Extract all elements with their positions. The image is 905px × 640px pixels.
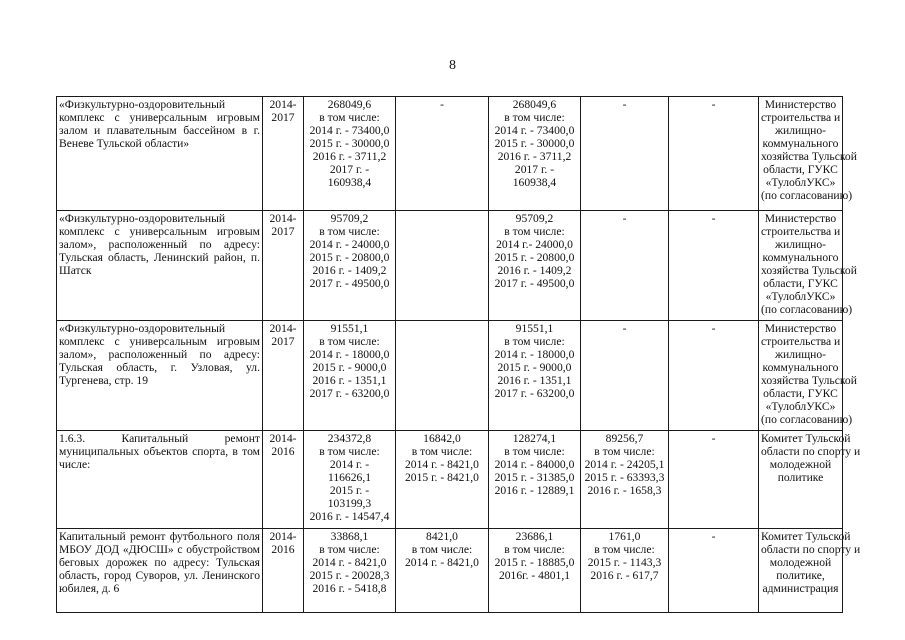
cell-line: 2017 г. - 49500,0 xyxy=(309,277,390,290)
cell-line: 2015 г. - 63393,3 xyxy=(584,471,665,484)
period-start: 2014- xyxy=(269,212,297,225)
cell-line: области, ГУКС xyxy=(763,387,838,400)
total-cell xyxy=(304,211,396,321)
cell-line: 2016г. - 4801,1 xyxy=(498,569,571,582)
cell-line: 2015 г. - 30000,0 xyxy=(494,137,575,150)
extra-cell xyxy=(669,529,759,613)
total-cell xyxy=(304,431,396,529)
cell-line: 2015 г. - 18885,0 xyxy=(494,556,575,569)
cell-line: области, ГУКС xyxy=(763,277,838,290)
cell-line: 1761,0 xyxy=(608,530,641,543)
cell-line: коммунального xyxy=(762,361,839,374)
cell-line: 2017 г. - 63200,0 xyxy=(494,387,575,400)
cell-line: 2014 г.- 24000,0 xyxy=(496,238,573,251)
regional-cell xyxy=(489,211,581,321)
cell-line: в том числе: xyxy=(504,111,565,124)
cell-line: 89256,7 xyxy=(605,432,644,445)
federal-cell xyxy=(396,529,489,613)
cell-line: 95709,2 xyxy=(515,212,554,225)
cell-line: - xyxy=(440,98,444,111)
cell-line: 2015 г. - 20800,0 xyxy=(494,251,575,264)
table-row xyxy=(57,211,843,321)
cell-line: 268049,6 xyxy=(512,98,557,111)
table-row xyxy=(57,97,843,211)
municipal-cell xyxy=(581,321,669,431)
period-end: 2016 xyxy=(271,445,295,458)
cell-line: 2014 г. - xyxy=(329,458,370,471)
cell-line: в том числе: xyxy=(504,445,565,458)
cell-line: 2014 г. - 8421,0 xyxy=(312,556,387,569)
period-start: 2014- xyxy=(269,432,297,445)
cell-line: в том числе: xyxy=(504,225,565,238)
cell-line: - xyxy=(711,98,716,111)
cell-line: 160938,4 xyxy=(327,176,372,189)
total-cell xyxy=(304,321,396,431)
cell-line: политике xyxy=(777,471,824,484)
object-name-cell: «Физкультурно-оздоровительный комплекс с универсальным игровым залом», расположенный по адресу: Тульская область, г. Узловая, ул. Тургенева, стр. 19 xyxy=(57,321,263,431)
cell-line: 160938,4 xyxy=(512,176,557,189)
cell-line: строительства и xyxy=(761,111,841,124)
period-end: 2016 xyxy=(271,543,295,556)
cell-line: 2014 г. - 24205,1 xyxy=(584,458,665,471)
period-start: 2014- xyxy=(269,530,297,543)
cell-line: 2017 г. - xyxy=(514,163,555,176)
cell-line: Министерство xyxy=(764,98,837,111)
cell-line: 2016 г. - 1409,2 xyxy=(312,264,387,277)
cell-line: 2016 г. - 1658,3 xyxy=(587,484,662,497)
extra-cell xyxy=(669,431,759,529)
period-start: 2014- xyxy=(269,322,297,335)
cell-line: 2014 г. - 18000,0 xyxy=(309,348,390,361)
cell-line: 103199,3 xyxy=(327,497,372,510)
cell-line: 2014 г. - 8421,0 xyxy=(405,556,479,569)
responsible-cell xyxy=(759,211,857,321)
cell-line: политике, xyxy=(776,569,825,582)
municipal-cell xyxy=(581,97,669,211)
cell-line: 2015 г. - 30000,0 xyxy=(309,137,390,150)
cell-line: в том числе: xyxy=(319,445,380,458)
total-cell xyxy=(304,529,396,613)
page-number: 8 xyxy=(449,58,456,73)
cell-line: 2016 г. - 3711,2 xyxy=(312,150,387,163)
cell-line: области по спорту и xyxy=(761,445,861,458)
period-end: 2017 xyxy=(271,225,295,238)
federal-cell xyxy=(396,431,489,529)
object-name-cell: 1.6.3. Капитальный ремонт муниципальных объектов спорта, в том числе: xyxy=(57,431,263,529)
table-row xyxy=(57,431,843,529)
cell-line: 2014 г. - 24000,0 xyxy=(309,238,390,251)
responsible-cell xyxy=(759,529,861,613)
cell-line: 16842,0 xyxy=(423,432,461,445)
cell-line: - xyxy=(711,322,716,335)
cell-line: 2015 г. - 1143,3 xyxy=(587,556,662,569)
federal-cell xyxy=(396,97,489,211)
cell-line: - xyxy=(622,322,627,335)
cell-line: 91551,1 xyxy=(330,322,369,335)
regional-cell xyxy=(489,321,581,431)
period-cell xyxy=(263,211,304,321)
cell-line: Министерство xyxy=(764,212,837,225)
cell-line: в том числе: xyxy=(594,445,655,458)
cell-line: коммунального xyxy=(762,251,839,264)
cell-line: строительства и xyxy=(761,335,841,348)
cell-line: области по спорту и xyxy=(761,543,861,556)
cell-line: 2017 г. - 49500,0 xyxy=(494,277,575,290)
cell-line: «ТулоблУКС» xyxy=(765,290,836,303)
municipal-cell xyxy=(581,431,669,529)
cell-line: Комитет Тульской xyxy=(761,530,851,543)
cell-line: - xyxy=(711,530,716,543)
cell-line: хозяйства Тульской xyxy=(761,374,857,387)
responsible-cell xyxy=(759,321,857,431)
cell-line: 2015 г. - 9000,0 xyxy=(312,361,387,374)
federal-cell xyxy=(396,211,489,321)
cell-line: 2015 г. - 20028,3 xyxy=(309,569,390,582)
cell-line: - xyxy=(622,212,627,225)
cell-line: жилищно- xyxy=(775,124,826,137)
cell-line: 8421,0 xyxy=(426,530,458,543)
cell-line: - xyxy=(711,212,716,225)
cell-line: 2017 г. - xyxy=(329,163,370,176)
period-start: 2014- xyxy=(269,98,297,111)
cell-line: 91551,1 xyxy=(515,322,554,335)
cell-line: в том числе: xyxy=(319,225,380,238)
cell-line: 95709,2 xyxy=(330,212,369,225)
cell-line: в том числе: xyxy=(594,543,655,556)
cell-line: 2015 г. - 31385,0 xyxy=(494,471,575,484)
cell-line: коммунального xyxy=(762,137,839,150)
cell-line: 33868,1 xyxy=(330,530,369,543)
cell-line: «ТулоблУКС» xyxy=(765,400,836,413)
total-cell xyxy=(304,97,396,211)
cell-line: 116626,1 xyxy=(327,471,372,484)
table-row xyxy=(57,321,843,431)
cell-line: (по согласованию) xyxy=(761,189,853,202)
cell-line: жилищно- xyxy=(775,348,826,361)
cell-line: в том числе: xyxy=(504,335,565,348)
object-name-cell: Капитальный ремонт футбольного поля МБОУ ДОД «ДЮСШ» с обустройством беговых дорожек по адресу: Тульская область, город Суворов, ул. Ленинского юбилея, д. 6 xyxy=(57,529,263,613)
cell-line: 268049,6 xyxy=(327,98,372,111)
cell-line: (по согласованию) xyxy=(761,413,853,426)
cell-line: 2016 г. - 5418,8 xyxy=(312,582,387,595)
cell-line: хозяйства Тульской xyxy=(761,264,857,277)
cell-line: 2015 г. - 20800,0 xyxy=(309,251,390,264)
table-body xyxy=(57,97,861,613)
extra-cell xyxy=(669,211,759,321)
cell-line: 2016 г. - 1351,1 xyxy=(312,374,387,387)
cell-line: 2015 г. - 9000,0 xyxy=(497,361,572,374)
cell-line: (по согласованию) xyxy=(761,303,853,316)
cell-line: в том числе: xyxy=(504,543,565,556)
cell-line: 2014 г. - 73400,0 xyxy=(309,124,390,137)
extra-cell xyxy=(669,321,759,431)
period-cell xyxy=(263,529,304,613)
period-cell xyxy=(263,97,304,211)
regional-cell xyxy=(489,431,581,529)
cell-line: строительства и xyxy=(761,225,841,238)
cell-line: области, ГУКС xyxy=(763,163,838,176)
cell-line: - xyxy=(711,432,716,445)
cell-line: жилищно- xyxy=(775,238,826,251)
cell-line: молодежной xyxy=(769,458,832,471)
cell-line: Министерство xyxy=(764,322,837,335)
municipal-cell xyxy=(581,529,669,613)
cell-line: 2014 г. - 84000,0 xyxy=(494,458,575,471)
cell-line: 2016 г. - 1351,1 xyxy=(497,374,572,387)
responsible-cell xyxy=(759,97,857,211)
cell-line: - xyxy=(622,98,627,111)
cell-line: 2014 г. - 8421,0 xyxy=(405,458,479,471)
cell-line: 23686,1 xyxy=(515,530,554,543)
cell-line: 2016 г. - 14547,4 xyxy=(309,510,390,523)
cell-line: молодежной xyxy=(769,556,832,569)
cell-line: 234372,8 xyxy=(327,432,372,445)
cell-line: 2015 г. - 8421,0 xyxy=(405,471,479,484)
cell-line: «ТулоблУКС» xyxy=(765,176,836,189)
object-name-cell: «Физкультурно-оздоровительный комплекс с универсальным игровым залом», расположенный по адресу: Тульская область, Ленинский район, п. Шатск xyxy=(57,211,263,321)
responsible-cell xyxy=(759,431,861,529)
cell-line: 2016 г. - 617,7 xyxy=(590,569,659,582)
object-name-cell: «Физкультурно-оздоровительный комплекс с универсальным игровым залом и плавательным бассейном в г. Веневе Тульской области» xyxy=(57,97,263,211)
cell-line: в том числе: xyxy=(319,111,380,124)
cell-line: 128274,1 xyxy=(512,432,557,445)
cell-line: в том числе: xyxy=(319,335,380,348)
cell-line: в том числе: xyxy=(411,543,473,556)
program-table xyxy=(56,96,861,613)
cell-line: 2016 г. - 1409,2 xyxy=(497,264,572,277)
table-row xyxy=(57,529,843,613)
period-end: 2017 xyxy=(271,111,295,124)
extra-cell xyxy=(669,97,759,211)
cell-line: 2016 г. - 3711,2 xyxy=(497,150,572,163)
cell-line: 2014 г. - 18000,0 xyxy=(494,348,575,361)
cell-line: администрация xyxy=(762,582,839,595)
cell-line: 2015 г. - xyxy=(329,484,370,497)
regional-cell xyxy=(489,97,581,211)
period-cell xyxy=(263,321,304,431)
cell-line: в том числе: xyxy=(319,543,380,556)
cell-line: 2016 г. - 12889,1 xyxy=(494,484,575,497)
cell-line: Комитет Тульской xyxy=(761,432,851,445)
cell-line: 2014 г. - 73400,0 xyxy=(494,124,575,137)
cell-line: в том числе: xyxy=(411,445,473,458)
municipal-cell xyxy=(581,211,669,321)
federal-cell xyxy=(396,321,489,431)
period-end: 2017 xyxy=(271,335,295,348)
period-cell xyxy=(263,431,304,529)
cell-line: 2017 г. - 63200,0 xyxy=(309,387,390,400)
regional-cell xyxy=(489,529,581,613)
cell-line: хозяйства Тульской xyxy=(761,150,857,163)
